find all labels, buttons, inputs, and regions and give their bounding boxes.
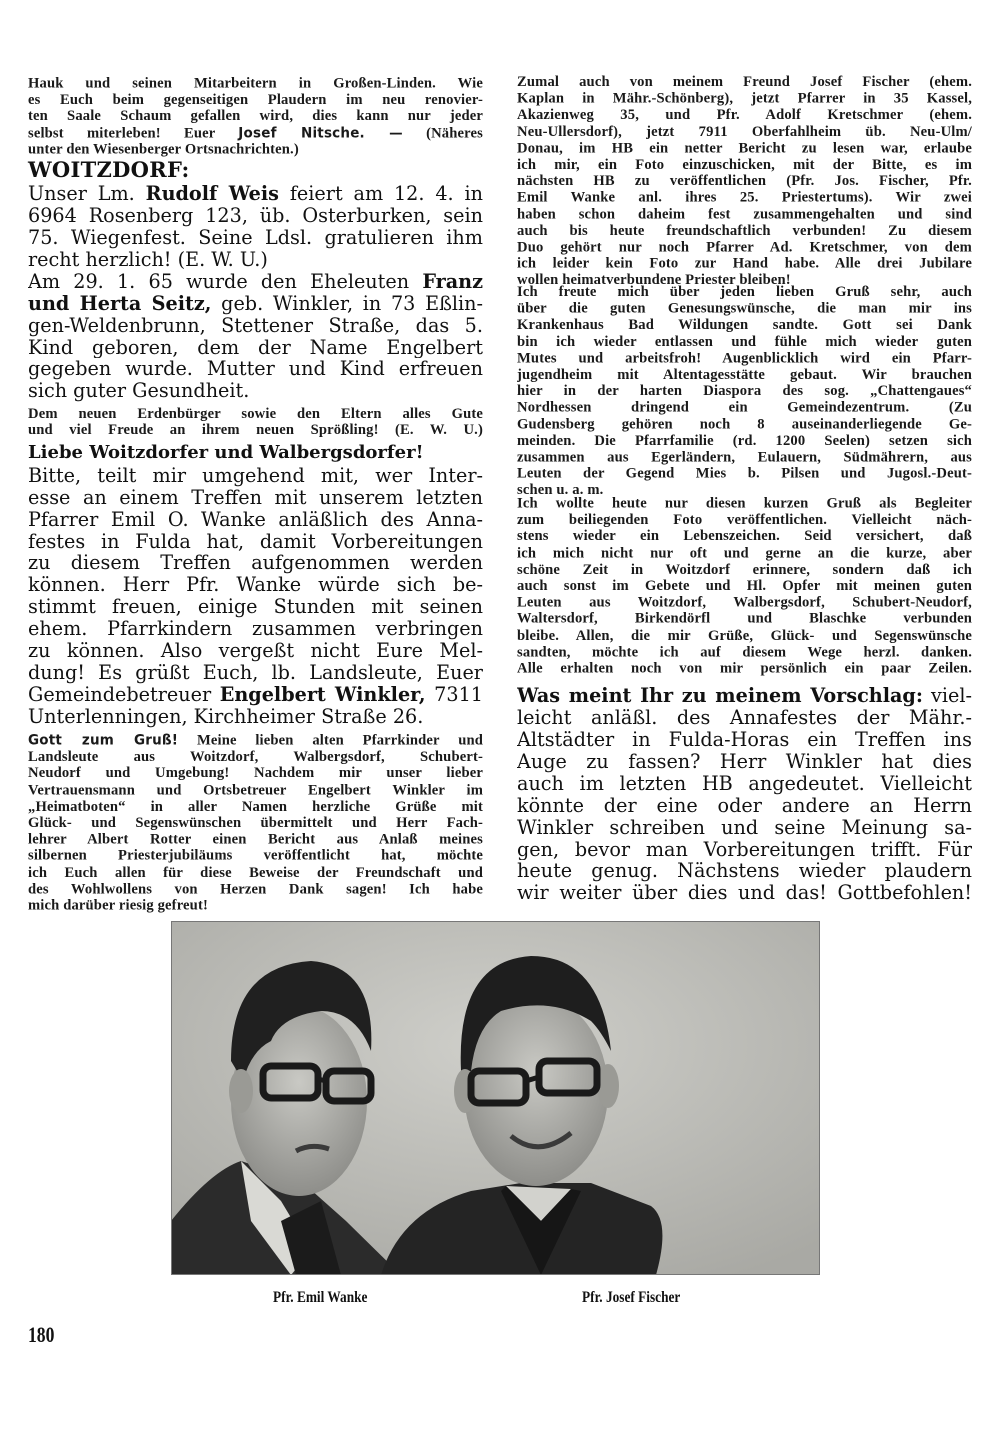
text-line: gen, bevor man Vorbereitungen trifft. Für <box>517 838 972 861</box>
birthday-paragraph <box>28 183 483 271</box>
text-line: recht herzlich! (E. W. U.) <box>28 248 268 271</box>
right-paragraph-3 <box>517 495 972 677</box>
text-line: stimmt freuen, einige Stunden mit seinen <box>28 596 483 619</box>
text-line: bleibe. Allen, die mir Grüße, Glück- und Segenswünsche <box>517 627 972 644</box>
text-line: Bitte, teilt mir umgehend mit, wer Inter- <box>28 464 483 487</box>
text-line: es Euch beim gegenseitigen Plaudern im neu renovier- <box>28 91 483 109</box>
text-line: Pfarrer Emil O. Wanke anläßlich des Anna- <box>28 508 483 531</box>
text-line: nächsten HB zu veröffentlichen (Pfr. Jos. Fischer, Pfr. <box>517 172 972 190</box>
text-line: festes in Fulda hat, damit Vorbereitungen <box>28 530 483 553</box>
name-engelbert-winkler: Engelbert Winkler, <box>219 684 426 706</box>
text-line: stens wieder ein Lebenszeichen. Seid versichert, daß <box>517 528 972 545</box>
page-number: 180 <box>28 1322 55 1347</box>
text-line: Kaplan in Mähr.-Schönberg), jetzt Pfarrer in 35 Kassel, <box>517 90 972 107</box>
text-line: Landsleute aus Woitzdorf, Walbergsdorf, Schubert- <box>28 748 483 765</box>
text-line: Krankenhaus Bad Wildungen sandte. Gott sei Dank <box>517 317 972 334</box>
proposal-lead: Was meint Ihr zu meinem Vorschlag: <box>517 684 923 707</box>
text-line: des Wohlwollens von Herzen Dank sagen! Ich habe <box>28 880 483 898</box>
text-line: Alle erhalten noch von mir persönlich ein paar Zeilen. <box>517 660 972 677</box>
text-line: zusammen aus Egerländern, Eulauern, Südmährern, aus <box>517 449 972 466</box>
text-line: Kind geboren, dem der Name Engelbert <box>28 336 483 359</box>
text-line: Altstädter in Fulda-Horas ein Treffen ins <box>517 728 972 751</box>
text-line: schöne Zeit in Woitzdorf erinnere, sondern daß ich <box>517 561 972 578</box>
text-line: können. Herr Pfr. Wanke würde sich be- <box>28 574 483 597</box>
text-line: bin ich wieder entlassen und fühle mich wieder guten <box>517 333 972 351</box>
intro-paragraph <box>28 75 483 158</box>
photo-illustration <box>171 921 820 1275</box>
text-line: Mutes und arbeitsfroh! Augenblicklich wird ein Pfarr- <box>517 350 972 367</box>
text-line: heute genug. Nächstens wieder plaudern <box>517 860 972 883</box>
text-line: Waltersdorf, Birkendörfl und Blaschke verbunden <box>517 610 972 627</box>
text-line: Leuten der Gegend Mies b. Pilsen und Jugosl.-Deut- <box>517 465 972 483</box>
text-line: Vertrauensmann und Ortsbetreuer Engelbert Winkler im <box>28 781 483 799</box>
text-line: haben schon daheim fest zusammengehalten und sind <box>517 205 972 223</box>
text-line: gen-Weldenbrunn, Stettener Straße, das 5. <box>28 314 483 337</box>
text-line: „Heimatboten“ in aller Namen herzliche Grüße mit <box>28 798 483 815</box>
appeal-heading: Liebe Woitzdorfer und Walbergsdorfer! <box>28 441 424 463</box>
text-line: Emil Wanke anl. ihres 25. Priestertums). Wir zwei <box>517 189 972 206</box>
birth-wishes <box>28 406 483 439</box>
text-line: gegeben wurde. Mutter und Kind erfreuen <box>28 358 483 381</box>
greeting-lead: Gott zum Gruß! <box>28 732 179 749</box>
text-line: sich guter Gesundheit. <box>28 380 250 403</box>
text-line: Unterlenningen, Kirchheimer Straße 26. <box>28 706 424 728</box>
text-line: Gemeindebetreuer Engelbert Winkler, 7311 <box>28 684 483 706</box>
text-line: Winkler schreiben und seine Meinung sa- <box>517 816 972 839</box>
text-line: silbernen Priesterjubiläums veröffentlicht hat, möchte <box>28 847 483 865</box>
text-line: ich Euch allen für diese Beweise der Freundschaft und <box>28 864 483 881</box>
proposal-paragraph <box>517 685 972 904</box>
text-line: ich leider kein Foto zur Hand habe. Alle drei Jubilare <box>517 255 972 272</box>
text-line: Hauk und seinen Mitarbeitern in Großen-Linden. Wie <box>28 75 483 92</box>
text-line: ten Saale Schaum gefallen wird, dies kann nur jeder <box>28 108 483 125</box>
text-line: zu können. Also vergeßt nicht Eure Mel- <box>28 640 483 663</box>
caption-josef-fischer: Pfr. Josef Fischer <box>582 1289 681 1306</box>
text-line: auch sonst im Gebete und Hl. Opfer mit meinen guten <box>517 577 972 594</box>
text-line: Akazienweg 35, und Pfr. Adolf Kretschmer (ehem. <box>517 106 972 124</box>
text-line: Was meint Ihr zu meinem Vorschlag: viel- <box>517 684 972 707</box>
photo-two-priests <box>171 921 820 1275</box>
greeting-paragraph <box>28 732 483 914</box>
name-rudolf-weis: Rudolf Weis <box>145 182 279 205</box>
text-line: mich darüber riesig gefreut! <box>28 897 208 914</box>
text-line: Ich freute mich über jeden lieben Gruß sehr, auch <box>517 284 972 301</box>
text-line: jugendheim mit Altentagesstätte gebaut. Wir brauchen <box>517 366 972 384</box>
text-line: könnte der eine oder andere an Herrn <box>517 794 972 817</box>
section-heading-woitzdorf: WOITZDORF: <box>28 156 190 182</box>
text-line: 6964 Rosenberg 123, üb. Osterburken, sein <box>28 204 483 227</box>
text-line: lehrer Albert Rotter einen Bericht aus Anlaß meines <box>28 831 483 848</box>
text-line: Duo gehört nur noch Pfarrer Ad. Kretschmer, von dem <box>517 239 972 256</box>
text-line: Zumal auch von meinem Freund Josef Fischer (ehem. <box>517 73 972 91</box>
text-line: sandten, möchte ich auf diesem Wege herzl. danken. <box>517 643 972 661</box>
left-column <box>28 76 483 912</box>
text-line: unter den Wiesenberger Ortsnachrichten.) <box>28 141 299 158</box>
text-line: Unser Lm. Rudolf Weis feiert am 12. 4. in <box>28 182 483 205</box>
text-line: zum beiliegenden Foto veröffentlichen. Vielleicht näch- <box>517 511 972 528</box>
text-line: esse an einem Treffen mit unserem letzten <box>28 486 483 509</box>
text-line: Neudorf und Umgebung! Nachdem mir unser lieber <box>28 765 483 782</box>
text-line: Gott zum Gruß! Meine lieben alten Pfarrkinder und <box>28 732 483 749</box>
text-line: schen u. a. m. <box>517 482 604 499</box>
text-line: über die guten Genesungswünsche, die man mir ins <box>517 300 972 318</box>
right-paragraph-1 <box>517 74 972 289</box>
text-line: dung! Es grüßt Euch, lb. Landsleute, Euer <box>28 662 483 685</box>
text-line: Donau, im HB ein netter Bericht zu lesen war, erlaube <box>517 139 972 157</box>
text-line: ich mir, ein Foto einzuschicken, mit der Bitte, es im <box>517 156 972 173</box>
text-line: 75. Wiegenfest. Seine Ldsl. gratulieren ihm <box>28 226 483 249</box>
right-column <box>517 73 972 905</box>
right-paragraph-2 <box>517 284 972 499</box>
text-line: Nordhessen dringend ein Gemeindezentrum. (Zu <box>517 399 972 417</box>
text-line: leicht anläßl. des Annafestes der Mähr.- <box>517 706 972 729</box>
text-line: zu diesem Treffen aufgenommen werden <box>28 552 483 575</box>
text-line: Dem neuen Erdenbürger sowie den Eltern alles Gute <box>28 405 483 423</box>
signature-josef-nitsche: Josef Nitsche. — <box>238 124 403 142</box>
text-line: Leuten aus Woitzdorf, Walbergsdorf, Schubert-Neudorf, <box>517 594 972 611</box>
text-line: Ich wollte heute nur diesen kurzen Gruß als Begleiter <box>517 495 972 512</box>
text-line: auch im letzten HB angedeutet. Vielleicht <box>517 772 972 795</box>
name-herta-seitz: und Herta Seitz, <box>28 292 212 315</box>
text-line: wollen heimatverbundene Priester bleiben! <box>517 272 791 289</box>
text-line: meinden. Die Pfarrfamilie (rd. 1200 Seelen) setzen sich <box>517 432 972 450</box>
text-line: Glück- und Segenswünschen übermittelt und Herr Fach- <box>28 814 483 832</box>
text-line: Neu-Ullersdorf), jetzt 7911 Oberfahlheim üb. Neu-Ulm/ <box>517 123 972 140</box>
text-line: Am 29. 1. 65 wurde den Eheleuten Franz <box>28 270 483 293</box>
text-line: Gudensberg gehören noch 8 auseinanderliegende Ge- <box>517 416 972 433</box>
caption-emil-wanke: Pfr. Emil Wanke <box>273 1289 368 1306</box>
text-line: ich mich nicht nur oft und gerne an die kurze, aber <box>517 544 972 561</box>
text-line: wir weiter über dies und das! Gottbefohlen! <box>517 882 972 905</box>
text-line: Auge zu fassen? Herr Winkler hat dies <box>517 750 972 773</box>
birth-paragraph <box>28 271 483 403</box>
text-line: und viel Freude an ihrem neuen Sprößling! (E. W. U.) <box>28 422 483 439</box>
text-line: auch bis heute freundschaftlich verbunden! Zu diesem <box>517 222 972 239</box>
appeal-paragraph <box>28 465 483 728</box>
text-line: hier in der harten Diaspora des sog. „Chattengaues“ <box>517 383 972 400</box>
text-line: selbst miterleben! Euer Josef Nitsche. — (Näheres <box>28 124 483 142</box>
text-line: und Herta Seitz, geb. Winkler, in 73 Eßlin- <box>28 292 483 315</box>
text-line: ehem. Pfarrkindern zusammen verbringen <box>28 618 483 641</box>
